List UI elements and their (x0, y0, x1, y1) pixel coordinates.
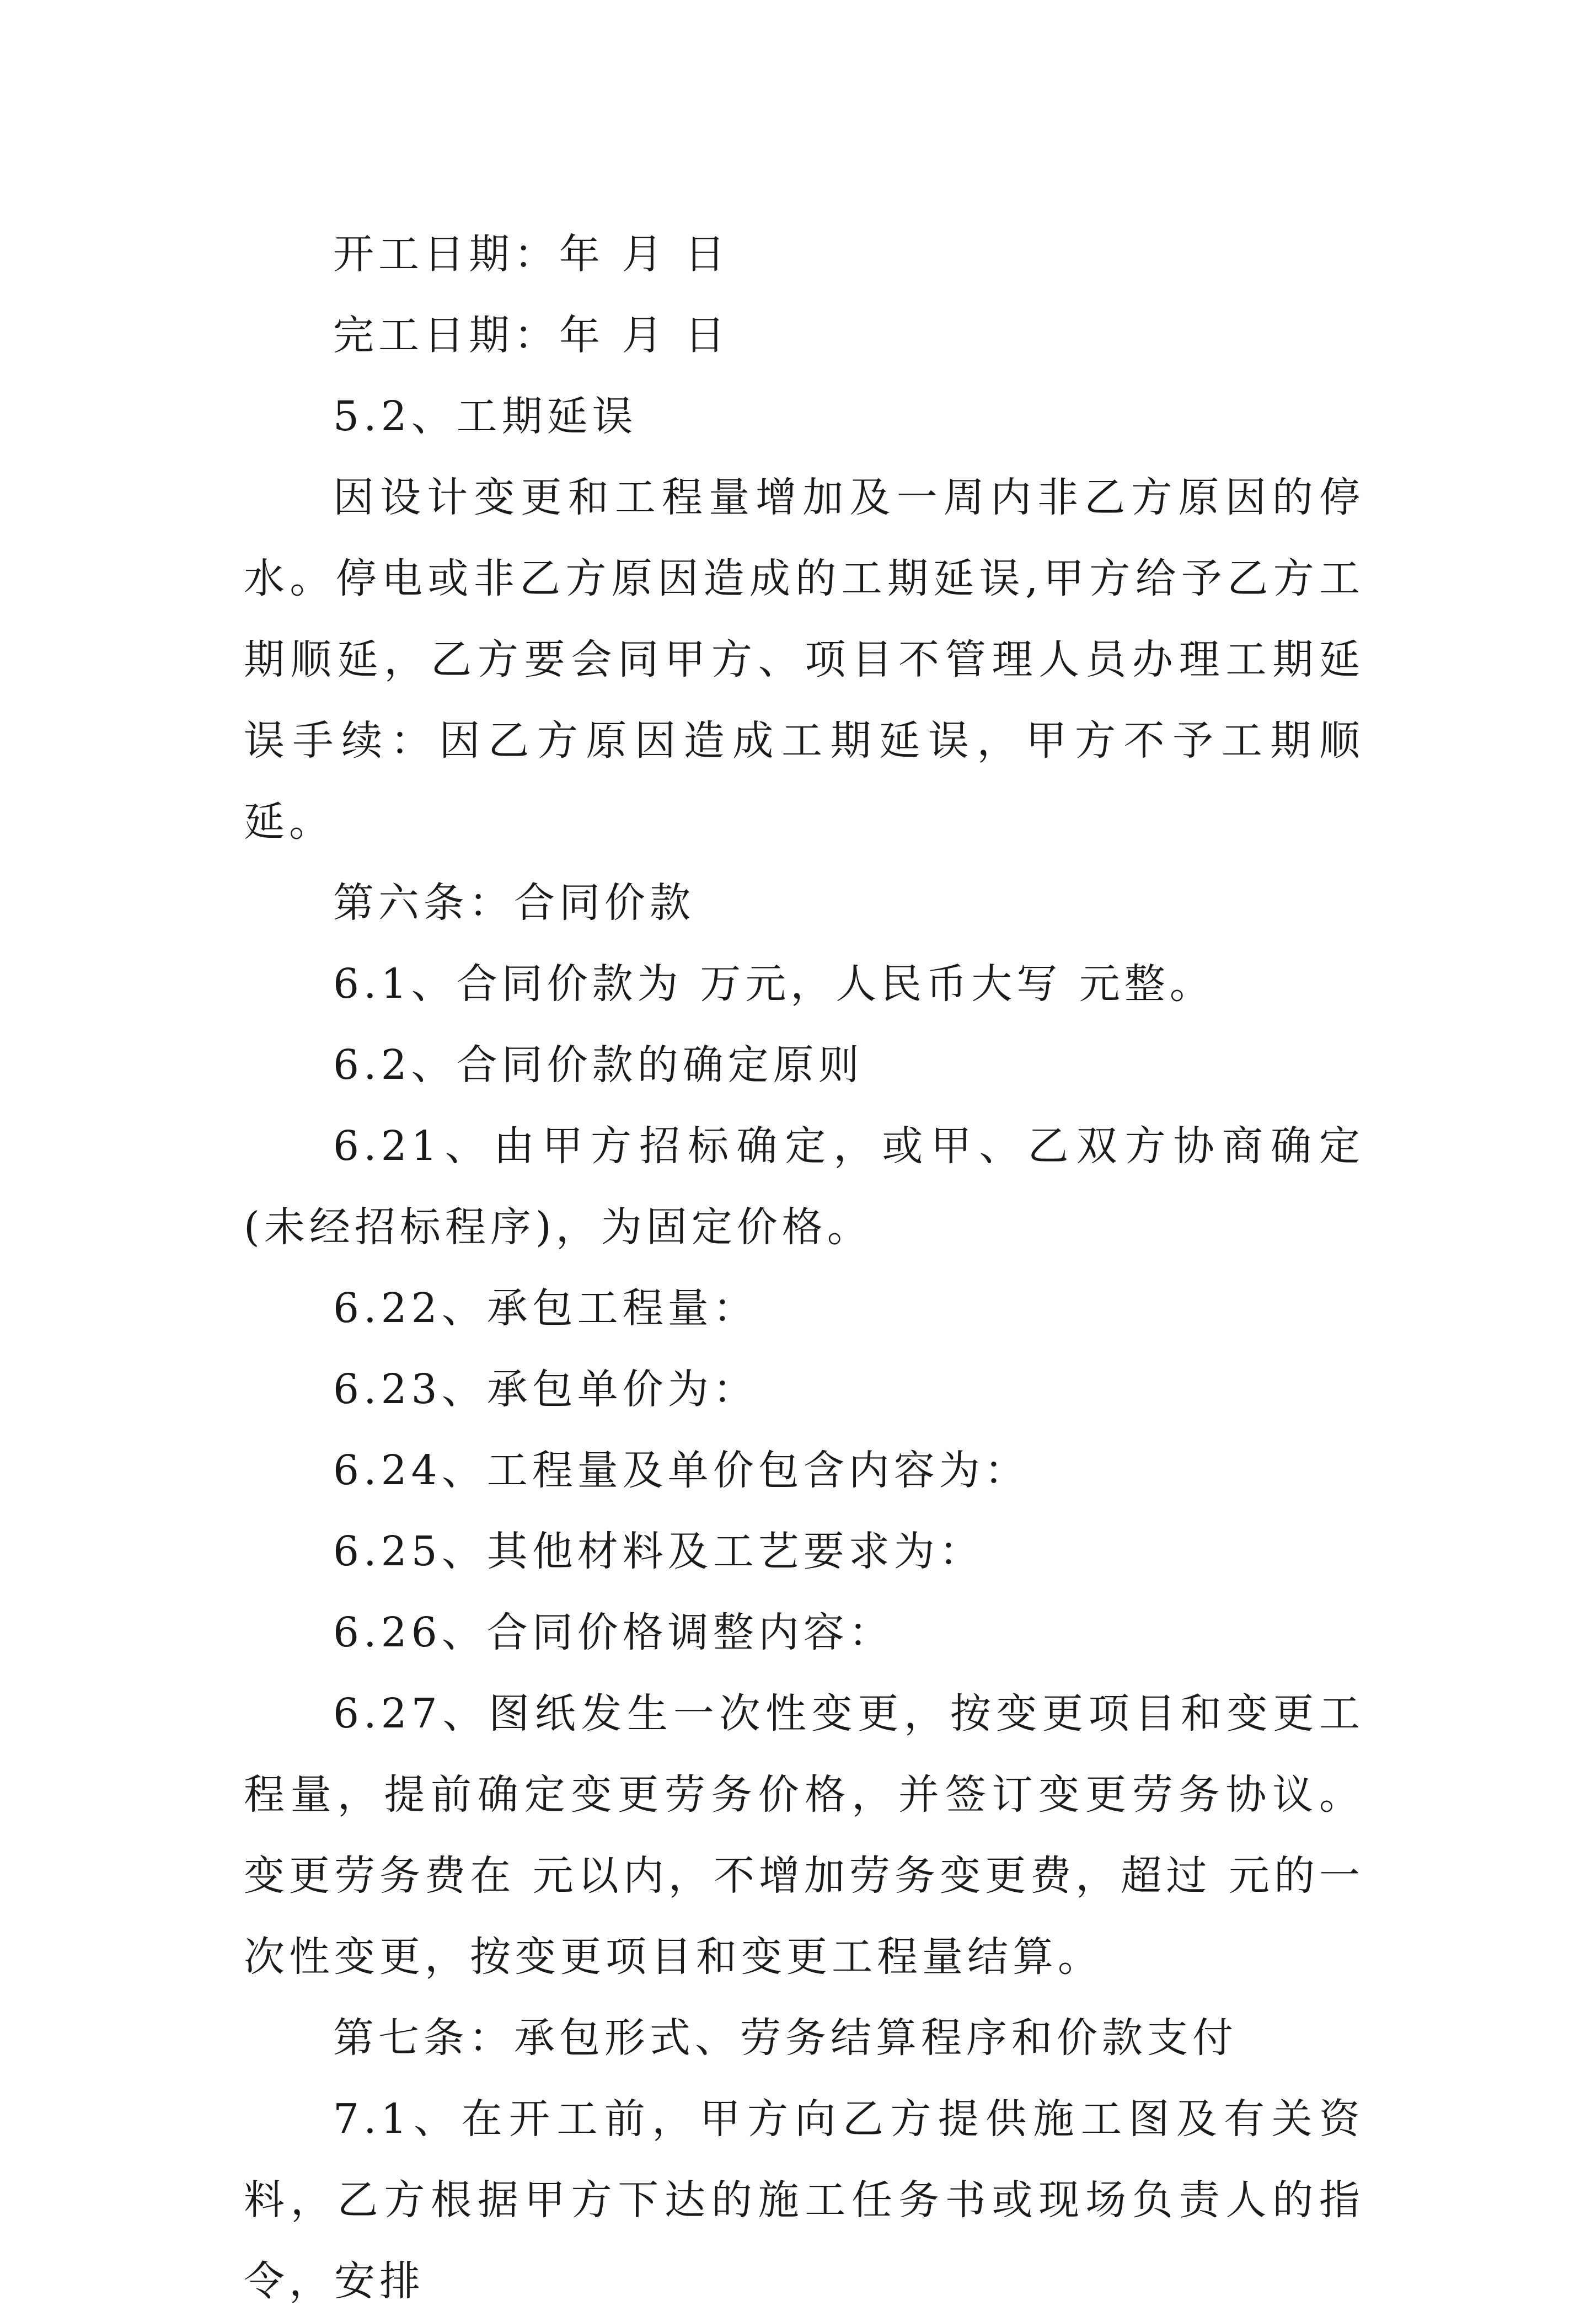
paragraph-6-23: 6.23、承包单价为： (333, 1366, 758, 1413)
heading-article-6: 第六条：合同价款 (333, 879, 695, 927)
paragraph-delay-terms: 因设计变更和工程量增加及一周内非乙方原因的停水。停电或非乙方原因造成的工期延误,甲方给予乙方工期顺延，乙方要会同甲方、项目不管理人员办理工期延误手续：因乙方原因造成工期延误，甲方不予工期顺延。 (244, 474, 1364, 846)
paragraph-completion-date: 完工日期：年 月 日 (333, 312, 730, 359)
paragraph-6-1: 6.1、合同价款为 万元，人民币大写 元整。 (333, 960, 1215, 1008)
paragraph-6-21: 6.21、由甲方招标确定，或甲、乙双方协商确定(未经招标程序)，为固定价格。 (244, 1122, 1364, 1251)
paragraph-6-27: 6.27、图纸发生一次性变更，按变更项目和变更工程量，提前确定变更劳务价格，并签订变更劳务协议。变更劳务费在 元以内，不增加劳务变更费，超过 元的一次性变更，按变更项目和变更工程量结算。 (244, 1690, 1364, 1981)
paragraph-6-22: 6.22、承包工程量： (333, 1285, 758, 1332)
paragraph-6-25: 6.25、其他材料及工艺要求为： (333, 1528, 984, 1575)
heading-5-2-delay: 5.2、工期延误 (333, 393, 638, 440)
paragraph-6-26: 6.26、合同价格调整内容： (333, 1609, 894, 1656)
heading-article-7: 第七条：承包形式、劳务结算程序和价款支付 (333, 2014, 1238, 2062)
paragraph-6-24: 6.24、工程量及单价包含内容为： (333, 1447, 1030, 1494)
paragraph-7-1: 7.1、在开工前，甲方向乙方提供施工图及有关资料，乙方根据甲方下达的施工任务书或现场负责人的指令，安排 (244, 2095, 1364, 2305)
paragraph-start-date: 开工日期：年 月 日 (333, 231, 730, 278)
paragraph-6-2: 6.2、合同价款的确定原则 (333, 1041, 864, 1089)
